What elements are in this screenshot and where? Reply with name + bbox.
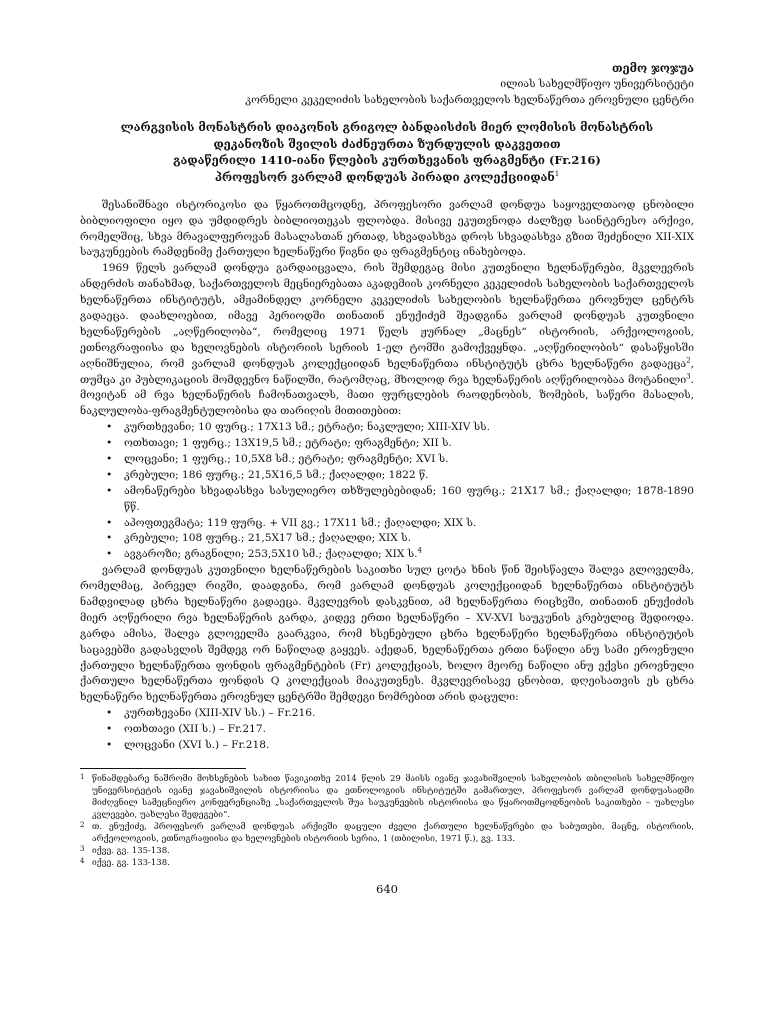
footnote: [80, 845, 694, 857]
list-item: • კურთხევანი (XIII-XIV სს.) – Fr.216.: [102, 706, 694, 722]
list-item: • კურთხევანი; 10 ფურც.; 17X13 სმ.; ეტრატი; ნაკლული; XIII-XIV სს.: [102, 420, 694, 436]
list-item: • აპოფთეგმატა; 119 ფურც. + VII გვ.; 17X11 სმ.; ქაღალდი; XIX ს.: [102, 516, 694, 532]
paragraph-collection-history: [80, 261, 694, 420]
title-line-1: ლარგვისის მონასტრის დიაკონის გრიგოლ ბანდაისძის მიერ ლომისის მონასტრის: [120, 120, 654, 135]
footnote-ref-3[interactable]: 3: [686, 371, 691, 380]
footnote-ref-4[interactable]: 4: [417, 546, 423, 555]
footnote-text: იქვე. გვ. 133-138.: [92, 858, 170, 869]
page-number: 640: [376, 882, 398, 897]
manuscript-list: [80, 420, 694, 563]
footnote: [80, 857, 694, 869]
footnote-ref-2[interactable]: 2: [686, 356, 691, 365]
affiliation-university: ილიას სახელმწიფო უნივერსიტეტი: [500, 78, 694, 91]
footnote-number: 4: [80, 857, 85, 866]
list-item: • ლოცვანი (XVI ს.) – Fr.218.: [102, 738, 694, 754]
affiliation-center: კორნელი კეკელიძის სახელობის საქართველოს ხელნაწერთა ეროვნული ცენტრი: [245, 94, 694, 107]
footnote-divider: [80, 768, 246, 769]
paragraph-text: . მოვიტან ამ რვა ხელნაწერის ჩამონათვალს, მათი ფურცლების რაოდენობის, ზომების, საწერი მასალის, ნაკლულობა-ფრაგმენტულობისა და თარიღის მითითებით:: [80, 373, 694, 418]
footnote: [80, 821, 694, 845]
footnote-text: იქვე. გვ. 135-138.: [92, 846, 170, 857]
footnote-ref-1[interactable]: 1: [554, 170, 560, 179]
footnote-number: 2: [80, 821, 85, 830]
footnote-text: თ. ენუქიძე, პროფესორ ვარლამ დონდუას არქივში დაცული ძველი ქართული ხელნაწერები და საბუთები, მაცნე, ისტორიის, არქეოლოგიის, ეთნოგრაფიისა და ხელოვნების ისტორიის სერია, 1 (თბილისი, 1971 წ.), გვ. 133.: [92, 822, 694, 845]
list-item: • კრებული; 186 ფურც.; 21,5X16,5 სმ.; ქაღალდი; 1822 წ.: [102, 468, 694, 484]
document-page: [80, 60, 694, 899]
title-line-4-text: პროფესორ ვარლამ დონდუას პირადი კოლექციიდან: [214, 170, 555, 185]
footnote-number: 1: [80, 772, 85, 781]
title-line-3: გადაწერილი 1410-იანი წლების კურთხევანის ფრაგმენტი (Fr.216): [173, 153, 601, 168]
shelfmark-list: [80, 706, 694, 754]
list-item: • ოთხთავი; 1 ფურც.; 13X19,5 სმ.; ეტრატი; ფრაგმენტი; XII ს.: [102, 436, 694, 452]
article-title: [80, 119, 694, 186]
paragraph-intro: შესანიშნავი ისტორიკოსი და წყაროთმცოდნე, პროფესორი ვარლამ დონდუა საყოველთაოდ ცნობილი ბიბლიოფილი იყო და უმდიდრეს ბიბლიოთეკას ფლობდა. მისივე ეკუთვნოდა ძალზედ საინტერესო არქივი, რომელშიც, სხვა მრავალფეროვან მასალასთან ერთად, სხვადასხვა დროს სხვადასხვა გზით შეძენილი XII-XIX საუკუნეების რამდენიმე ქართული ხელნაწერი წიგნი და ფრაგმენტიც ინახებოდა.: [80, 198, 694, 259]
list-item-text: ავგაროზი; გრაგნილი; 253,5X10 სმ.; ქაღალდი; XIX ს.: [124, 548, 418, 561]
paragraph-text: , თუმცა კი პუბლიკაციის მომდევნო ნაწილში, რატომღაც, მხოლოდ რვა ხელნაწერის აღწერილობაა მოტანილი: [80, 357, 694, 386]
footnote: [80, 773, 694, 821]
list-item: • ოთხთავი (XII ს.) – Fr.217.: [102, 722, 694, 738]
footnote-number: 3: [80, 845, 85, 854]
footnotes: [80, 773, 694, 870]
title-line-4: [80, 169, 694, 186]
list-item: [102, 547, 694, 563]
title-line-2: დეკანოზის შვილის ძაძნეურთა ზურდულის დაკვეთით: [213, 136, 561, 151]
list-item: • ამონაწერები სხვადასხვა სასულიერო თხზულებებიდან; 160 ფურც.; 21X17 სმ.; ქაღალდი; 1878-1890 წწ.: [102, 484, 694, 516]
list-item: • ლოცვანი; 1 ფურც.; 10,5X8 სმ.; ეტრატი; ფრაგმენტი; XVI ს.: [102, 452, 694, 468]
paragraph-text: 1969 წელს ვარლამ დონდუა გარდაიცვალა, რის შემდეგაც მისი კუთვნილი ხელნაწერები, მკვლევრის ანდერძის თანახმად, საქართველოს მეცნიერებათა აკადემიის კორნელი კეკელიძის სახელობის საქართველოს ხელნაწერთა ინსტიტუტს, ამჟამინდელ კორნელი კეკელიძის სახელობის ხელნაწერთა ეროვნულ ცენტრს გადაეცა. დაახლოებით, იმავე პერიოდში თინათინ ენუქიძემ შეადგინა ვარლამ დონდუას კუთვნილი ხელნაწერების „აღწერილობა“, რომელიც 1971 წელს ჟურნალ „მაცნეს“ ისტორიის, არქეოლოგიის, ეთნოგრაფიისა და ხელოვნების ისტორიის სერიის 1-ელ ტომში გამოქვეყნდა. „აღწერილობის“ დასაწყისში აღნიშნულია, რომ ვარლამ დონდუას კოლექციიდან ხელნაწერთა ინსტიტუტს ცხრა ხელნაწერი გადაეცა: [80, 262, 694, 370]
footnote-text: წინამდებარე ნაშრომი მოხსენების სახით წავიკითხე 2014 წლის 29 მაისს ივანე ჯავახიშვილის სახელობის თბილისის სახელმწიფო უნივერსიტეტის ივანე ჯავახიშვილის ისტორიისა და ეთნოლოგიის ინსტიტუტში გამართულ, პროფესორ ვარლამ დონდუასადმი მიძღვნილ სამეცნიერო კონფერენციაზე „საქართველოს შუა საუკუნეების ისტორიისა და წყაროთმცოდნეობის საკითხები – უახლესი კვლევები, უახლესი შედეგები“.: [92, 773, 694, 821]
author-name: თემო ჯოჯუა: [612, 61, 694, 75]
paragraph-glovel-study: ვარლამ დონდუას კუთვნილი ხელნაწერების საკითხი სულ ცოტა ხნის წინ შეისწავლა შალვა გლოველმა, რომელმაც, პირველ რიგში, დაადგინა, რომ ვარლამ დონდუას კოლექციიდან ხელნაწერთა ინსტიტუტს ნამდვილად ცხრა ხელნაწერი გადაეცა. მკვლევრის დასკვნით, ამ ხელნაწერთა რიცხვში, თინათინ ენუქიძის მიერ აღწერილი რვა ხელნაწერის გარდა, კიდევ ერთი ხელნაწერი – XV-XVI საუკუნის კრებულიც შედიოდა. გარდა ამისა, შალვა გლოველმა გაარკვია, რომ ხსენებული ცხრა ხელნაწერი ხელნაწერთა ინსტიტუტის საცავებში გადასვლის შემდეგ ორ ნაწილად გაყვეს. აქედან, ხელნაწერთა ერთი ნაწილი ანუ სამი ეროვნული ქართული ხელნაწერთა ფონდის ფრაგმენტების (Fr) კოლექციას, ხოლო მეორე ნაწილი ანუ ექვსი ეროვნული ქართული ხელნაწერთა ფონდის Q კოლექციას მიაკუთვნეს. მკვლევრისავე ცნობით, დღეისათვის ეს ცხრა ხელნაწერი ხელნაწერთა ეროვნულ ცენტრში შემდეგი ნომრებით არის დაცული:: [80, 564, 694, 704]
list-item: • კრებული; 108 ფურც.; 21,5X17 სმ.; ქაღალდი; XIX ს.: [102, 531, 694, 547]
